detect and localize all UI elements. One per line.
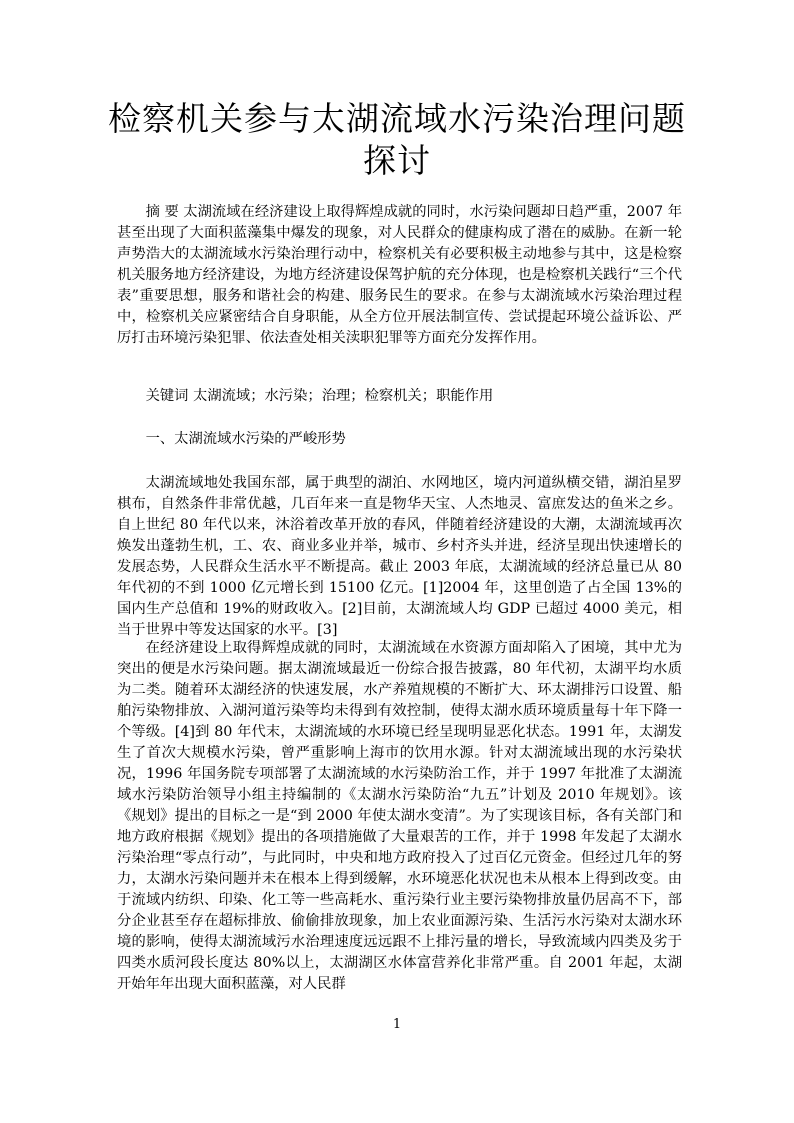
document-title-line-2: 探讨 <box>363 141 431 180</box>
page-number: 1 <box>392 1017 402 1032</box>
document-title <box>100 98 694 182</box>
section-heading: 一、太湖流域水污染的严峻形势 <box>145 431 346 447</box>
body-paragraph-1: 太湖流域地处我国东部，属于典型的湖泊、水网地区，境内河道纵横交错，湖泊星罗棋布，自然条件非常优越，几百年来一直是物华天宝、人杰地灵、富庶发达的鱼米之乡。自上世纪 80 年代以来，沐浴着改革开放的春风，伴随着经济建设的大潮，太湖流域再次焕发出蓬勃生机，工、农、商业多业并举，城市、乡村齐头并进，经济呈现出快速增长的发展态势，人民群众生活水平不断提高。截止 2003 年底，太湖流域的经济总量已从 80 年代初的不到 1000 亿元增长到 15100 亿元。[1]2004 年，这里创造了占全国 13%的国内生产总值和 19%的财政收入。[2]目前，太湖流域人均 GDP 已超过 4000 美元，相当于世界中等发达国家的水平。[3] <box>117 475 682 638</box>
document-title-line-1: 检察机关参与太湖流域水污染治理问题 <box>108 99 686 138</box>
body-paragraph-2: 在经济建设上取得辉煌成就的同时，太湖流域在水资源方面却陷入了困境，其中尤为突出的便是水污染问题。据太湖流域最近一份综合报告披露，80 年代初，太湖平均水质为二类。随着环太湖经济的快速发展，水产养殖规模的不断扩大、环太湖排污口设置、船舶污染物排放、入湖河道污染等均未得到有效控制，使得太湖水质环境质量每十年下降一个等级。[4]到 80 年代末，太湖流域的水环境已经呈现明显恶化状态。1991 年，太湖发生了首次大规模水污染，曾严重影响上海市的饮用水源。针对太湖流域出现的水污染状况，1996 年国务院专项部署了太湖流域的水污染防治工作，并于 1997 年批准了太湖流域水污染防治领导小组主持编制的《太湖水污染防治“九五”计划及 2010 年规划》。该《规划》提出的目标之一是“到 2000 年使太湖水变清”。为了实现该目标，各有关部门和地方政府根据《规划》提出的各项措施做了大量艰苦的工作，并于 1998 年发起了太湖水污染治理“零点行动”，与此同时，中央和地方政府投入了过百亿元资金。但经过几年的努力，太湖水污染问题并未在根本上得到缓解，水环境恶化状况也未从根本上得到改变。由于流域内纺织、印染、化工等一些高耗水、重污染行业主要污染物排放量仍居高不下，部分企业甚至存在超标排放、偷偷排放现象，加上农业面源污染、生活污水污染对太湖水环境的影响，使得太湖流域污水治理速度远远跟不上排污量的增长，导致流域内四类及劣于四类水质河段长度达 80%以上，太湖湖区水体富营养化非常严重。自 2001 年起，太湖开始年年出现大面积蓝藻，对人民群 <box>117 640 682 992</box>
keywords-line: 关键词 太湖流域；水污染；治理；检察机关；职能作用 <box>145 388 494 404</box>
abstract-paragraph: 摘 要 太湖流域在经济建设上取得辉煌成就的同时，水污染问题却日趋严重，2007 年甚至出现了大面积蓝藻集中爆发的现象，对人民群众的健康构成了潜在的威胁。在新一轮声势浩大的太湖流域水污染治理行动中，检察机关有必要积极主动地参与其中，这是检察机关服务地方经济建设，为地方经济建设保驾护航的充分体现，也是检察机关践行“三个代表”重要思想，服务和谐社会的构建、服务民生的要求。在参与太湖流域水污染治理过程中，检察机关应紧密结合自身职能，从全方位开展法制宣传、尝试提起环境公益诉讼、严厉打击环境污染犯罪、依法查处相关渎职犯罪等方面充分发挥作用。 <box>117 204 682 346</box>
